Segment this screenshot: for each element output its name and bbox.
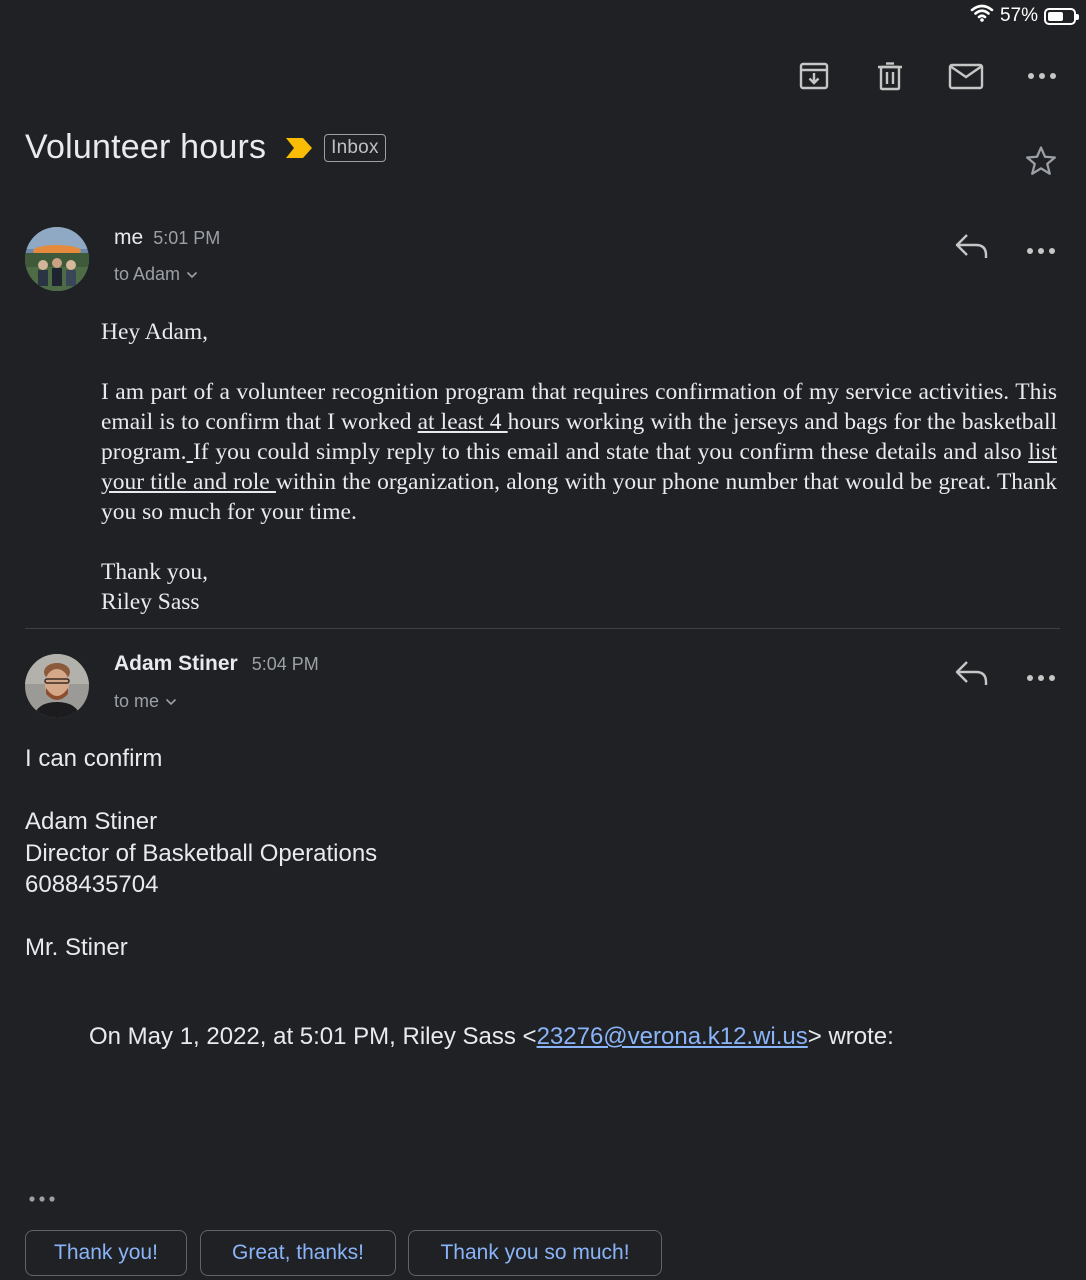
smart-reply-chip[interactable]: Great, thanks! <box>200 1230 396 1276</box>
reply-button[interactable] <box>952 655 992 696</box>
message-time: 5:01 PM <box>153 228 221 248</box>
inbox-label[interactable]: Inbox <box>324 134 385 162</box>
smart-reply-chip[interactable]: Thank you so much! <box>408 1230 662 1276</box>
body-line: Mr. Stiner <box>25 934 128 961</box>
chevron-down-icon <box>186 271 198 279</box>
message-divider <box>25 628 1060 629</box>
subject-row <box>25 128 386 167</box>
subject-title: Volunteer hours <box>25 128 267 166</box>
greeting: Hey Adam, <box>101 319 209 345</box>
message-more-button[interactable] <box>1026 242 1056 260</box>
mark-unread-button[interactable] <box>944 54 988 98</box>
importance-marker-icon[interactable] <box>284 136 314 160</box>
quoted-header: On May 1, 2022, at 5:01 PM, Riley Sass <23276@verona.k12.wi.us> wrote: <box>89 1023 894 1050</box>
message-2-body <box>25 743 377 964</box>
more-horizontal-icon <box>1027 72 1057 80</box>
delete-button[interactable] <box>868 54 912 98</box>
message-1-body <box>101 317 1057 617</box>
archive-button[interactable] <box>792 54 836 98</box>
status-bar <box>970 4 1076 28</box>
chevron-down-icon <box>165 698 177 706</box>
quoted-email-link[interactable]: 23276@verona.k12.wi.us <box>536 1023 808 1050</box>
reply-icon <box>952 228 992 264</box>
recipient-details-toggle[interactable] <box>114 691 177 712</box>
body-line: I can confirm <box>25 745 163 772</box>
message-more-button[interactable] <box>1026 669 1056 687</box>
more-horizontal-icon <box>28 1195 56 1203</box>
more-options-button[interactable] <box>1020 54 1064 98</box>
body-line: Director of Basketball Operations <box>25 839 378 867</box>
body-paragraph: I am part of a volunteer recognition program that requires confirmation of my service activities. This email is to confirm that I worked at least 4 hours working with the jerseys and bags for the basketball program. If you could simply reply to this email and state that you confirm these details and also list your title and role within the organization, along with your phone number that would be great. Thank you so much for your time. <box>101 379 1058 525</box>
show-trimmed-content-button[interactable] <box>28 1190 56 1208</box>
smart-reply-chip[interactable]: Thank you! <box>25 1230 187 1276</box>
archive-icon <box>798 60 830 92</box>
more-horizontal-icon <box>1026 247 1056 255</box>
body-line: Adam Stiner <box>25 808 158 835</box>
battery-icon <box>1044 8 1076 25</box>
sender-name: me <box>114 226 144 249</box>
avatar[interactable] <box>25 227 89 291</box>
message-1-sender-row[interactable] <box>114 226 220 250</box>
closing: Thank you, <box>101 559 209 585</box>
star-button[interactable] <box>1024 144 1058 183</box>
battery-percent: 57% <box>999 5 1038 26</box>
more-horizontal-icon <box>1026 674 1056 682</box>
star-icon <box>1024 144 1058 178</box>
reply-button[interactable] <box>952 228 992 269</box>
message-2-sender-row[interactable] <box>114 652 319 676</box>
phone-number[interactable]: 6088435704 <box>25 871 159 898</box>
recipient-details-toggle[interactable] <box>114 264 198 285</box>
recipient-label: to me <box>114 691 160 711</box>
avatar[interactable] <box>25 654 89 718</box>
trash-icon <box>874 60 906 92</box>
message-time: 5:04 PM <box>251 654 319 674</box>
mail-icon <box>948 60 984 92</box>
sender-name: Adam Stiner <box>114 652 238 675</box>
reply-icon <box>952 655 992 691</box>
signature: Riley Sass <box>101 589 200 615</box>
wifi-icon <box>970 4 994 28</box>
recipient-label: to Adam <box>114 264 181 284</box>
